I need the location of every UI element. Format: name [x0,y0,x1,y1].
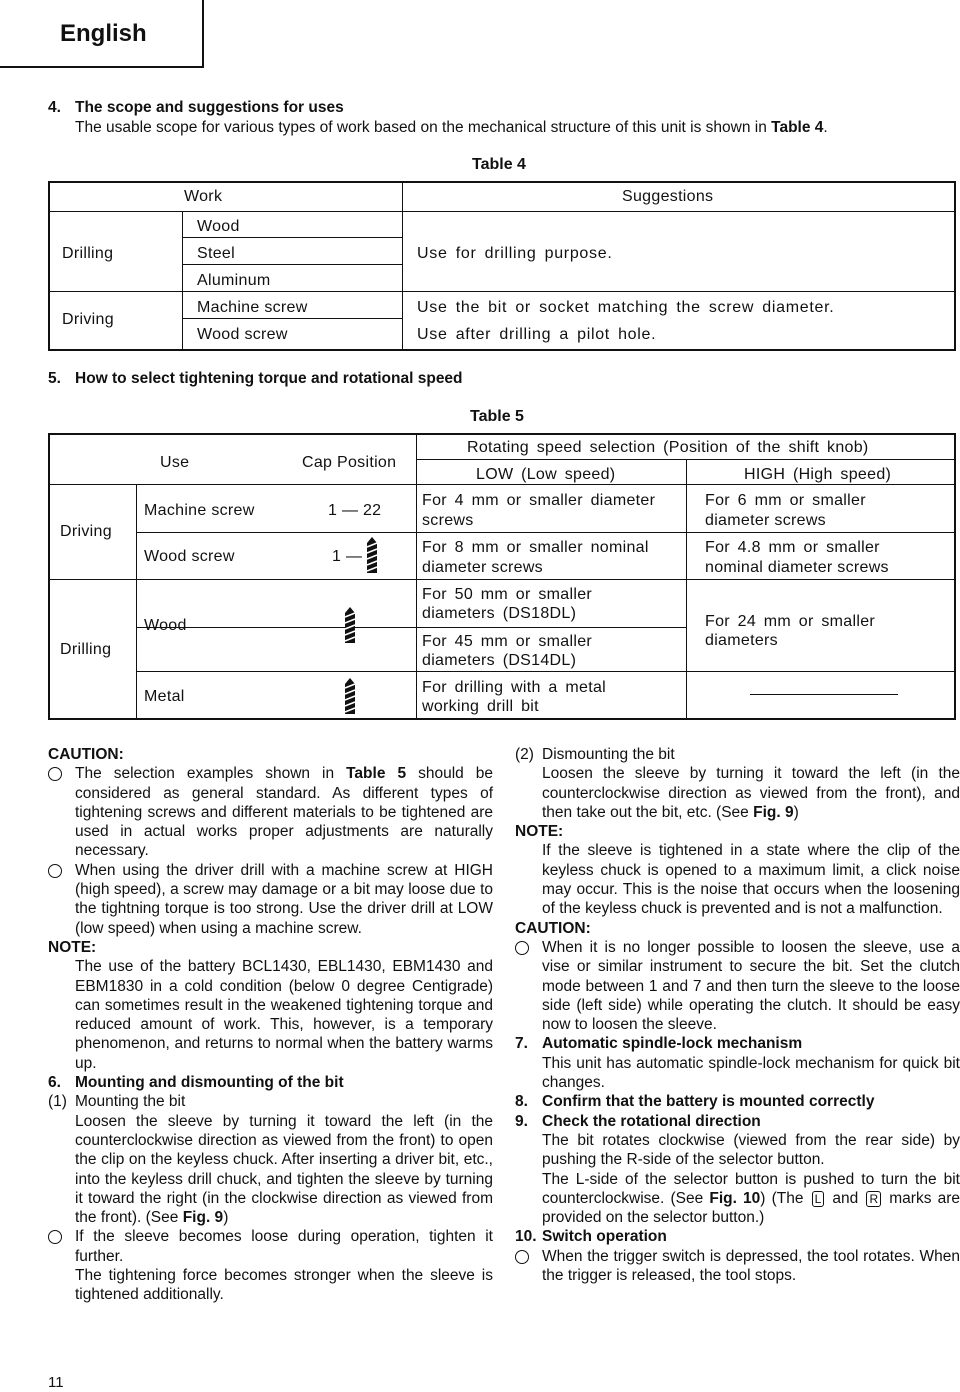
machine-screw-high: For 6 mm or smaller [705,492,866,509]
section-4-intro-text: The usable scope for various types of work based on the mechanical structure of this unit is shown in [75,119,772,136]
section-10-number: 10. [515,1228,537,1246]
section-8-number: 8. [515,1093,528,1111]
table-4-suggestion: Use the bit or socket matching the screw diameter. [417,299,835,316]
section-5-title: How to select tightening torque and rotational speed [75,370,463,387]
table-5-driving-label: Driving [60,523,112,540]
fig-9-reference: Fig. 9 [753,803,794,821]
table-4-header-work: Work [184,188,223,205]
table-4 [48,181,956,351]
section-4-title: The scope and suggestions for uses [75,99,344,116]
right-column [515,745,960,1285]
metal-label: Metal [144,688,185,705]
r-mark-icon: R [866,1191,881,1207]
section-8-title: Confirm that the battery is mounted correctly [542,1093,875,1111]
table-4-row-divider [182,318,402,319]
table-5 [48,433,956,720]
circle-bullet-icon [48,1227,75,1266]
table-4-header-divider [50,211,954,212]
table-4-row-divider [182,237,402,238]
dismounting-text [515,764,960,822]
table-5-row-divider [136,532,954,533]
note-text: The use of the battery BCL1430, EBL1430, EBM1430 and EBM1830 in a cold condition (below 0 degree Centigrade) can sometimes result in the weakened tightening torque and reduced amount of work. This, however, is a temporary phenomenon, and returns to normal when the battery warms up. [75,958,493,1072]
circle-bullet-icon [48,764,75,860]
caution-heading: CAUTION: [48,746,124,763]
page-number: 11 [48,1374,64,1391]
table-5-header-use: Use [160,454,190,471]
caution-item-text: When it is no longer possible to loosen the sleeve, use a vise or similar instrument to secure the bit. Set the clutch mode between 1 and 7 and then turn the sleeve to the loose side (left side) while operating the clutch. It should be easy now to loosen the sleeve. [542,938,960,1034]
section-9-number: 9. [515,1112,528,1130]
left-column [48,745,493,1305]
section-9-text-end: marks are provided on the selector button.) [542,1189,960,1227]
drill-bit-icon [344,607,356,643]
section-9-text-mid: ) (The [760,1189,810,1207]
table-4-col-divider [182,211,183,349]
section-9-text-2 [515,1170,960,1228]
mounting-text [48,1112,493,1228]
caution-item [515,938,960,1034]
table-4-col-divider [402,183,403,349]
caution-heading: CAUTION: [515,919,591,937]
section-8-heading [515,1092,960,1111]
section-7-title: Automatic spindle-lock mechanism [542,1035,803,1053]
drill-bit-icon [344,678,356,714]
caution-text: The selection examples shown in [75,765,347,783]
mounting-title: Mounting the bit [75,1093,186,1111]
table-5-caption: Table 5 [470,408,524,425]
caution-item-text: When using the driver drill with a machine screw at HIGH (high speed), a screw may damage or a bit may loose due to the tightning torque is too strong. Use the driver drill at LOW (low speed) when using a machine screw. [75,861,493,937]
circle-bullet-icon [515,1247,542,1286]
mounting-text-end: ) [223,1209,229,1227]
switch-operation-item [515,1247,960,1286]
section-6-title: Mounting and dismounting of the bit [75,1074,344,1092]
machine-screw-cap: 1 — 22 [328,502,382,519]
caution-item [48,861,493,938]
section-4-number: 4. [48,99,61,116]
wood-screw-label: Wood screw [144,548,235,565]
wood-low-ds18dl: For 50 mm or smaller [422,586,593,603]
section-6-heading [48,1073,493,1092]
table-5-group-divider [50,579,954,580]
wood-screw-low: For 8 mm or smaller nominal [422,539,649,556]
note-heading: NOTE: [515,823,564,841]
wood-screw-low-2: diameter screws [422,559,543,576]
metal-low: For drilling with a metal [422,679,606,696]
note-heading: NOTE: [48,938,97,956]
table-5-speed-divider [416,459,954,460]
machine-screw-low-2: screws [422,512,474,529]
table-5-drilling-label: Drilling [60,641,112,658]
section-6-number: 6. [48,1074,61,1092]
mounting-text-body: Loosen the sleeve by turning it toward the left (in the counterclockwise direction as viewed from the front) to open the clip on the keyless chuck. After inserting a driver bit, etc., into the keyless drill chuck, and tighten the sleeve by turning it toward the right (in the clockwise direction as viewed from the front). (See [75,1112,493,1227]
caution-text: should be considered as general standard. As different types of tightening screws and different materials to be tightened are used in actual works proper adjustments are naturally necessary. [75,765,494,860]
dismounting-marker: (2) [515,746,534,763]
caution-item-text [75,764,493,860]
section-9-title: Check the rotational direction [542,1112,761,1130]
dismounting-text-body: Loosen the sleeve by turning it toward the left (in the counterclockwise direction as viewed from the front), and then take out the bit, etc. (See [542,765,960,821]
switch-operation-text: When the trigger switch is depressed, the tool rotates. When the trigger is released, the tool stops. [542,1247,960,1285]
mounting-heading [48,1092,493,1111]
table-4-caption: Table 4 [472,156,526,173]
wood-label: Wood [144,617,187,634]
dismounting-heading [515,745,960,764]
wood-low-ds14dl: For 45 mm or smaller [422,633,593,650]
dismounting-text-end: ) [793,803,799,821]
wood-low-ds14dl-2: diameters (DS14DL) [422,652,577,669]
section-9-heading [515,1112,960,1131]
table-5-row-divider [136,671,954,672]
table-5-col-divider [416,435,417,718]
drill-bit-icon [366,537,378,573]
table-4-drilling-label: Drilling [62,245,114,262]
section-7-text: This unit has automatic spindle-lock mechanism for quick bit changes. [542,1054,960,1092]
table-4-group-divider [50,291,954,292]
table-5-header-low: LOW (Low speed) [476,466,616,483]
machine-screw-high-2: diameter screws [705,512,826,529]
table-4-suggestion: Use after drilling a pilot hole. [417,326,657,343]
tightening-force-text: The tightening force becomes stronger when the sleeve is tightened additionally. [75,1267,493,1304]
wood-high-2: diameters [705,632,778,649]
language-tab [0,0,204,68]
circle-bullet-icon [48,861,75,938]
table-4-material: Machine screw [197,299,308,316]
section-5-heading [48,369,463,389]
table-5-col-divider [136,484,137,718]
table-4-material: Aluminum [197,272,271,289]
table-5-header-cap: Cap Position [302,454,397,471]
table-5-header-speed: Rotating speed selection (Position of the shift knob) [467,439,869,456]
section-10-heading [515,1227,960,1246]
section-4 [48,98,958,138]
section-7-number: 7. [515,1035,528,1053]
table-4-material: Steel [197,245,235,262]
table-5-header-high: HIGH (High speed) [744,466,892,483]
table-5-row-divider [136,627,686,628]
section-9-text-and: and [826,1189,865,1207]
metal-low-2: working drill bit [422,698,539,715]
table-5-col-divider [686,459,687,718]
caution-item [48,764,493,860]
table-4-suggestion: Use for drilling purpose. [417,245,613,262]
table-4-material: Wood screw [197,326,288,343]
language-tab-label: English [60,20,147,47]
note-text: If the sleeve is tightened in a state where the clip of the keyless chuck is opened to a maximum limit, a click noise may occur. This is the noise that occurs when the loosening of the keyless chuck is prevented and is not a malfunction. [542,842,960,918]
fig-9-reference: Fig. 9 [182,1209,224,1227]
table-5-reference: Table 5 [346,765,407,783]
table-4-driving-label: Driving [62,311,114,328]
fig-10-reference: Fig. 10 [709,1189,761,1207]
section-10-title: Switch operation [542,1228,667,1246]
section-7-heading [515,1034,960,1053]
machine-screw-low: For 4 mm or smaller diameter [422,492,656,509]
wood-screw-high-2: nominal diameter screws [705,559,889,576]
l-mark-icon: L [812,1191,825,1207]
table-5-header-divider [50,484,954,485]
wood-screw-cap: 1 — [332,548,363,565]
section-4-intro [48,118,958,138]
table-4-row-divider [182,264,402,265]
dismounting-title: Dismounting the bit [542,746,675,763]
wood-low-ds18dl-2: diameters (DS18DL) [422,605,577,622]
table-4-material: Wood [197,218,240,235]
loose-sleeve-item [48,1227,493,1266]
section-9-text: The bit rotates clockwise (viewed from the rear side) by pushing the R-side of the selector button. [542,1131,960,1169]
circle-bullet-icon [515,938,542,1034]
wood-screw-high: For 4.8 mm or smaller [705,539,880,556]
section-4-intro-end: . [823,119,828,136]
section-9-text-body: The L-side of the selector button is pushed to turn the bit counterclockwise. (See [542,1170,960,1207]
loose-sleeve-text: If the sleeve becomes loose during operation, tighten it further. [75,1228,493,1265]
section-5-number: 5. [48,370,61,387]
table-4-reference: Table 4 [771,119,824,136]
table-4-header-suggestions: Suggestions [622,188,714,205]
machine-screw-label: Machine screw [144,502,255,519]
wood-high: For 24 mm or smaller [705,613,876,630]
mounting-marker: (1) [48,1093,67,1111]
metal-high-not-applicable [750,694,898,695]
